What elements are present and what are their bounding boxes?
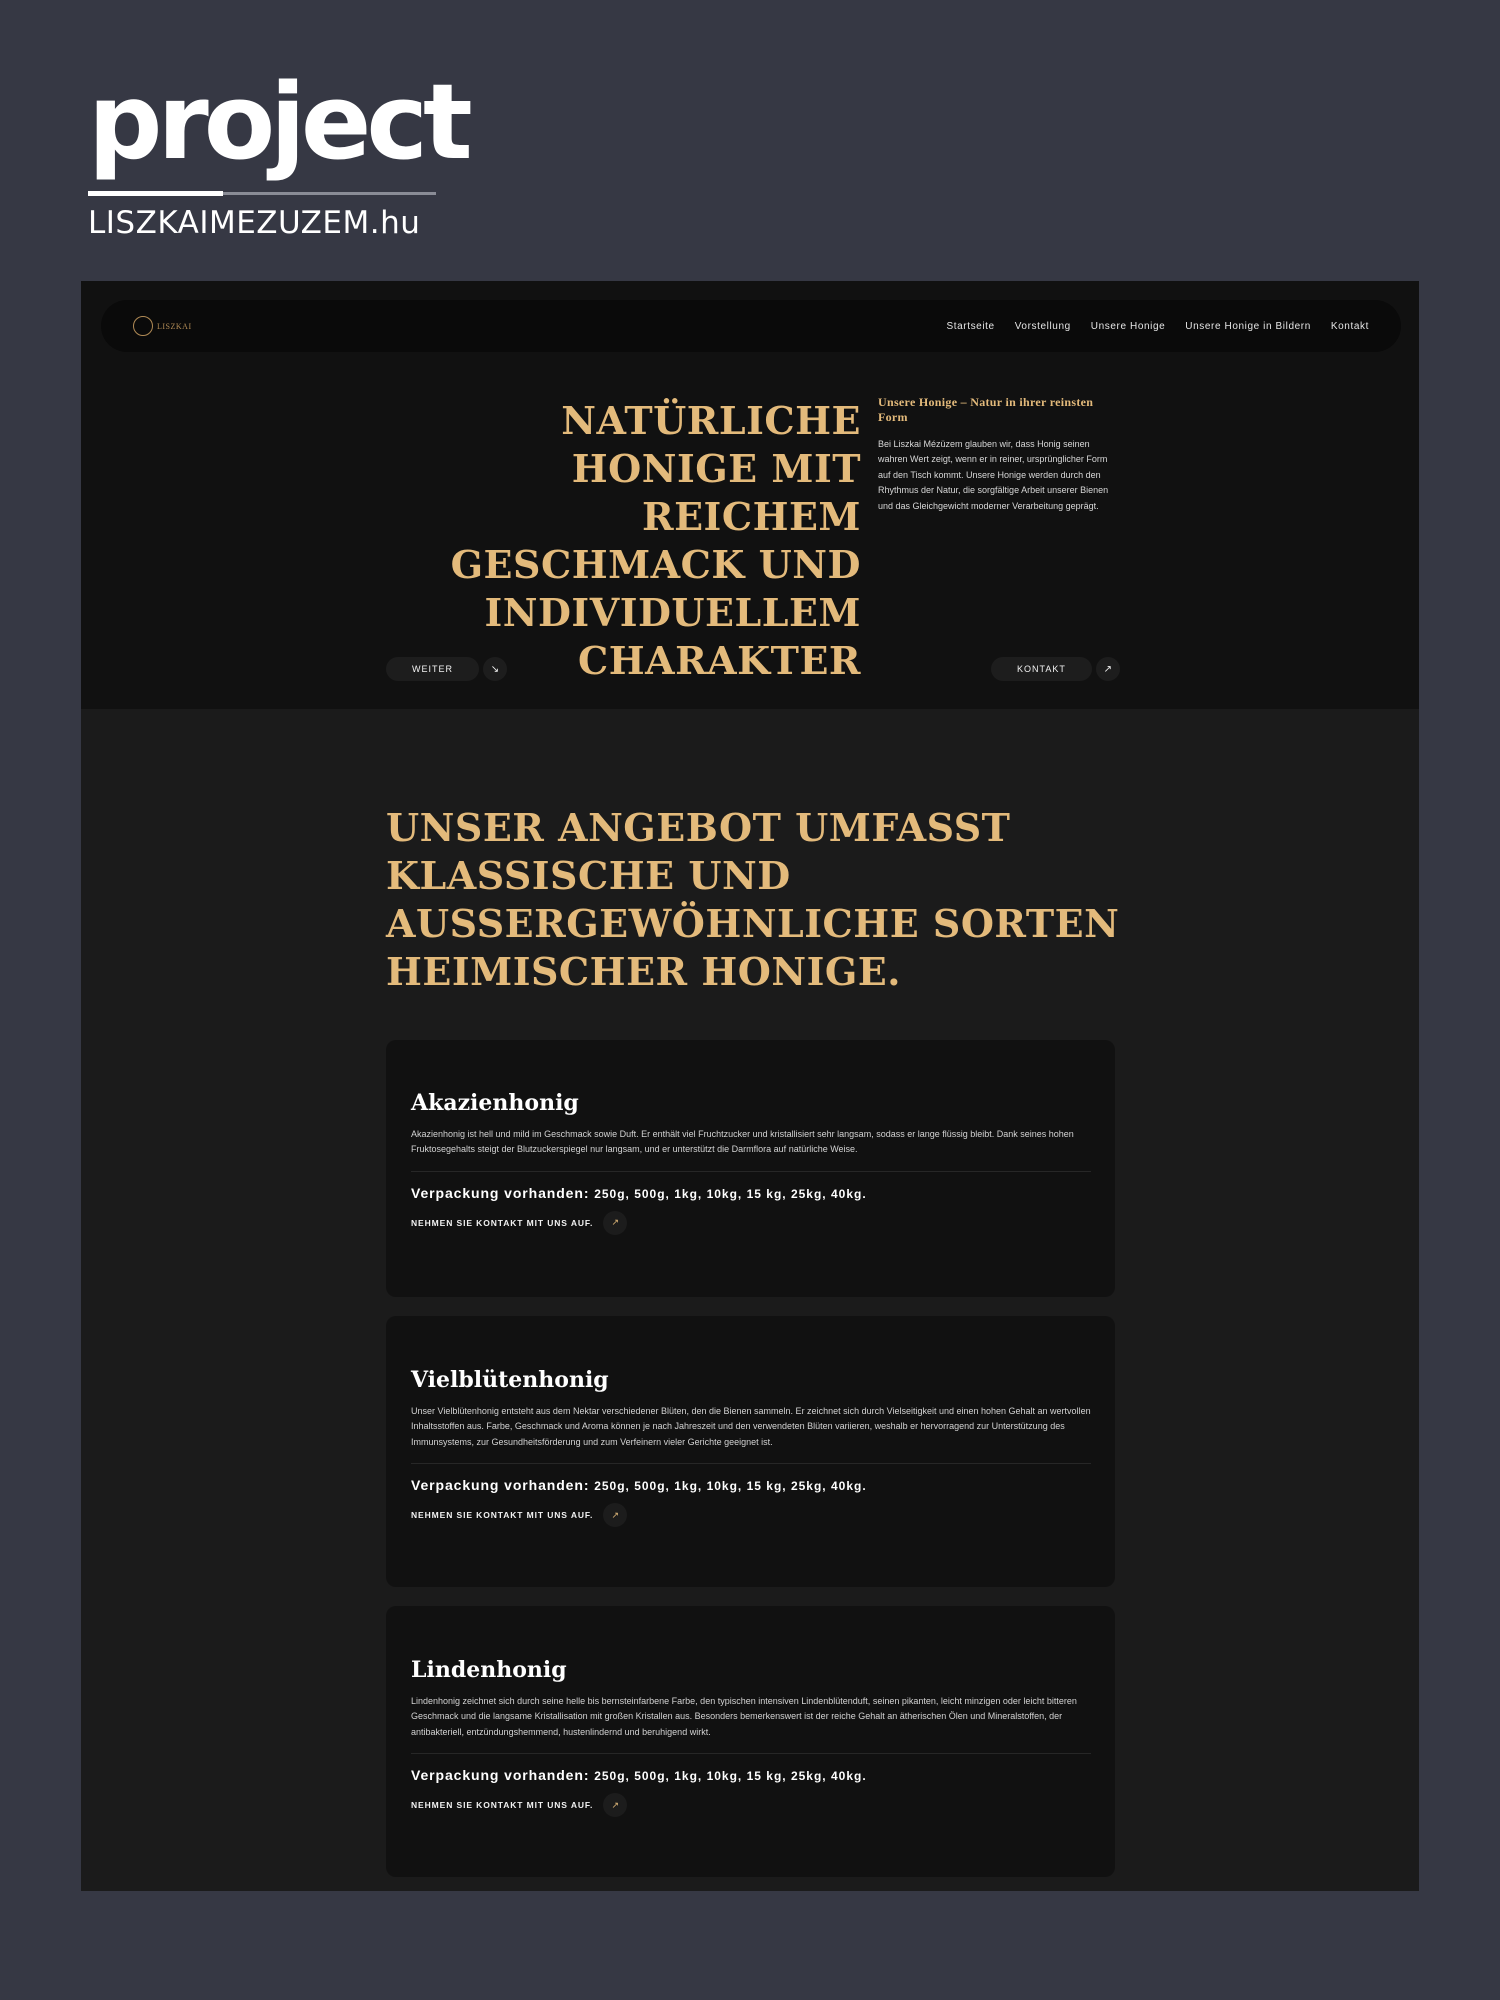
product-card-lindenhonig [386, 1606, 1115, 1877]
nav-link-honige-in-bildern[interactable]: Unsere Honige in Bildern [1185, 320, 1311, 332]
packaging-amounts: 250g, 500g, 1kg, 10kg, 15 kg, 25kg, 40kg. [594, 1186, 867, 1201]
project-domain: LISZKAIMEZUZEM.hu [88, 205, 421, 241]
packaging-info [411, 1767, 1091, 1783]
website-screenshot [81, 281, 1419, 1891]
card-divider [411, 1171, 1091, 1172]
arrow-down-right-icon: ↘ [483, 657, 507, 681]
arrow-up-right-icon: ↗ [603, 1503, 627, 1527]
product-card-akazienhonig [386, 1040, 1115, 1297]
nav-link-vorstellung[interactable]: Vorstellung [1014, 320, 1071, 332]
contact-link[interactable] [411, 1211, 1091, 1235]
logo-text: LISZKAI [157, 321, 192, 331]
product-name: Akazienhonig [411, 1090, 579, 1116]
brand-divider [88, 192, 436, 195]
kontakt-button[interactable] [991, 657, 1120, 681]
nav-links [946, 300, 1369, 352]
packaging-amounts: 250g, 500g, 1kg, 10kg, 15 kg, 25kg, 40kg. [594, 1479, 867, 1494]
project-wordmark: project [88, 61, 468, 183]
hero-section [81, 281, 1419, 709]
contact-link[interactable] [411, 1793, 1091, 1817]
product-name: Vielblütenhonig [411, 1367, 609, 1393]
hero-intro-title: Unsere Honige – Natur in ihrer reinsten Form [878, 395, 1094, 424]
brand-divider-highlight [88, 191, 223, 196]
packaging-label: Verpackung vorhanden: [411, 1184, 590, 1201]
top-navbar [101, 300, 1401, 352]
offer-heading: UNSER ANGEBOT UMFASST KLASSISCHE UND AUSSERGEWÖHNLICHE SORTEN HEIMISCHER HONIGE. [386, 805, 1120, 994]
site-logo[interactable] [133, 314, 193, 338]
packaging-label: Verpackung vorhanden: [411, 1767, 590, 1784]
nav-link-startseite[interactable]: Startseite [946, 320, 995, 332]
hero-title: NATÜRLICHE HONIGE MIT REICHEM GESCHMACK UND INDIVIDUELLEM CHARAKTER [450, 398, 861, 683]
weiter-button[interactable] [386, 657, 507, 681]
product-description: Akazienhonig ist hell und mild im Geschmack sowie Duft. Er enthält viel Fruchtzucker und kristallisiert sehr langsam, sodass er lange flüssig bleibt. Dank seines hohen Fruktosegehalts steigt der Blutzuckerspiegel nur langsam, und er unterstützt die Darmflora auf natürliche Weise. [411, 1129, 1074, 1155]
hero-intro [878, 395, 1114, 514]
contact-link-label: NEHMEN SIE KONTAKT MIT UNS AUF. [411, 1217, 594, 1228]
product-name: Lindenhonig [411, 1657, 567, 1683]
arrow-up-right-icon: ↗ [603, 1211, 627, 1235]
contact-link[interactable] [411, 1503, 1091, 1527]
honey-logo-icon [133, 316, 153, 336]
card-divider [411, 1463, 1091, 1464]
nav-link-unsere-honige[interactable]: Unsere Honige [1090, 320, 1166, 332]
hero-intro-text: Bei Liszkai Mézüzem glauben wir, dass Honig seinen wahren Wert zeigt, wenn er in reiner, ursprünglicher Form auf den Tisch kommt. Unsere Honige werden durch den Rhythmus der Natur, die sorgfältige Arbeit unserer Bienen und das Gleichgewicht moderner Verarbeitung geprägt. [878, 439, 1109, 511]
packaging-amounts: 250g, 500g, 1kg, 10kg, 15 kg, 25kg, 40kg. [594, 1769, 867, 1784]
contact-link-label: NEHMEN SIE KONTAKT MIT UNS AUF. [411, 1510, 594, 1521]
packaging-info [411, 1477, 1091, 1493]
arrow-up-right-icon: ↗ [603, 1793, 627, 1817]
nav-link-kontakt[interactable]: Kontakt [1330, 320, 1369, 332]
product-description: Unser Vielblütenhonig entsteht aus dem Nektar verschiedener Blüten, den die Bienen sammeln. Er zeichnet sich durch Vielseitigkeit und einen hohen Gehalt an wertvollen Inhaltsstoffen aus. Farbe, Geschmack und Aroma können je nach Jahreszeit und den verwendeten Blüten variieren, weshalb er hervorragend zur Unterstützung des Immunsystems, zur Gesundheitsförderung und zum Verfeinern vieler Gerichte geeignet ist. [411, 1406, 1091, 1447]
weiter-button-label: WEITER [386, 657, 479, 681]
kontakt-button-label: KONTAKT [991, 657, 1092, 681]
product-card-vielbluetenhonig [386, 1316, 1115, 1587]
contact-link-label: NEHMEN SIE KONTAKT MIT UNS AUF. [411, 1800, 594, 1811]
project-brand [88, 61, 468, 241]
card-divider [411, 1753, 1091, 1754]
packaging-label: Verpackung vorhanden: [411, 1477, 590, 1494]
arrow-up-right-icon: ↗ [1096, 657, 1120, 681]
packaging-info [411, 1185, 1091, 1201]
product-description: Lindenhonig zeichnet sich durch seine helle bis bernsteinfarbene Farbe, den typischen intensiven Lindenblütenduft, seinen pikanten, leicht minzigen oder leicht bitteren Geschmack und die langsame Kristallisation mit großen Kristallen aus. Besonders bemerkenswert ist der reiche Gehalt an ätherischen Ölen und Mineralstoffen, der antibakteriell, entzündungshemmend, hustenlindernd und beruhigend wirkt. [411, 1696, 1077, 1737]
